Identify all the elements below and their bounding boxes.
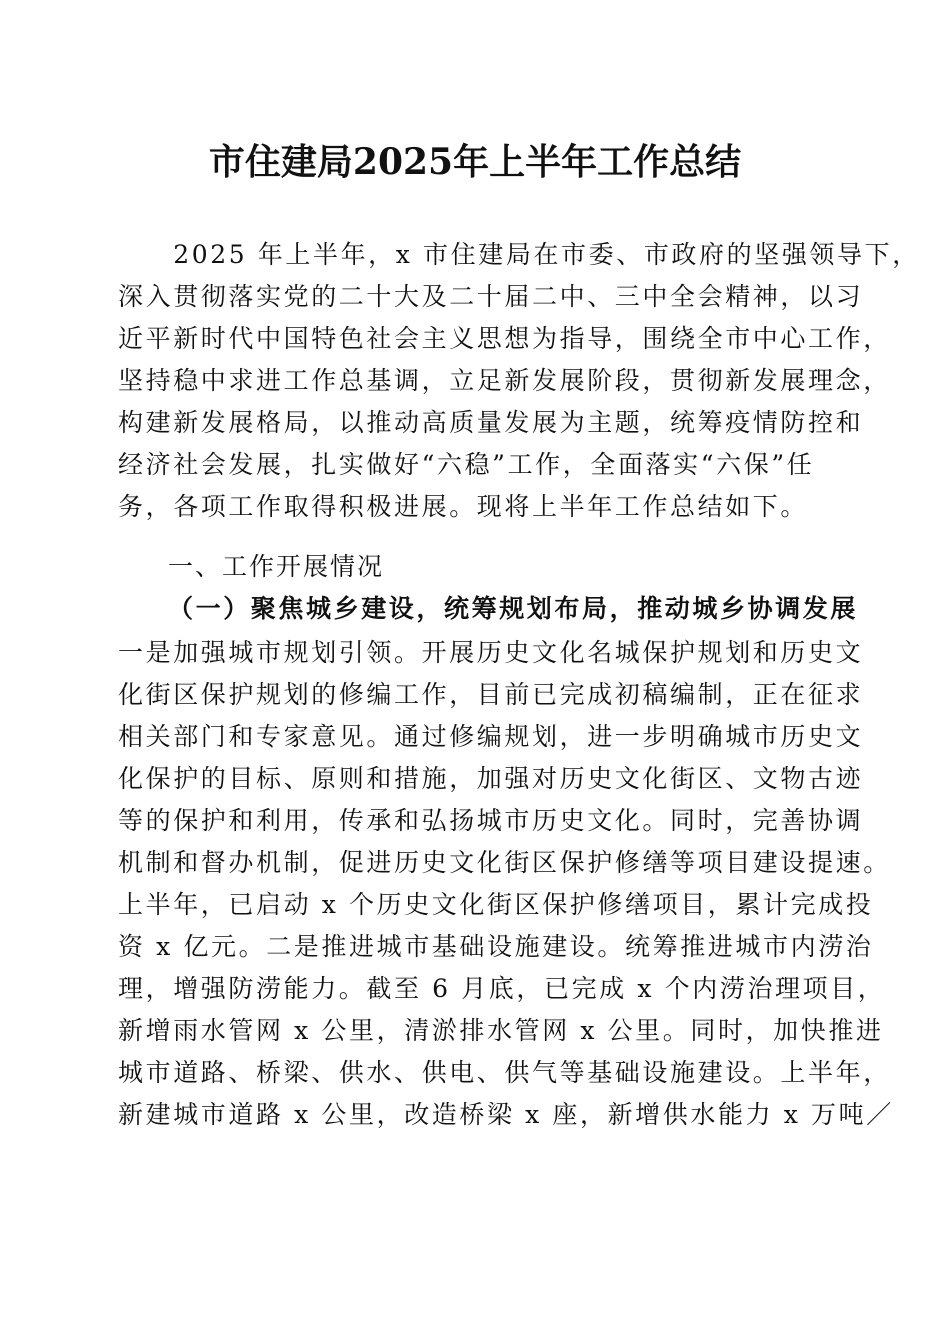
text-line: 资 x 亿元。二是推进城市基础设施建设。统筹推进城市内涝治 [118,932,874,961]
intro-paragraph [118,234,920,528]
text-line: 深入贯彻落实党的二十大及二十届二中、三中全会精神，以习 [118,282,864,311]
text-line: 务，各项工作取得积极进展。现将上半年工作总结如下。 [118,492,809,521]
text-line: 化街区保护规划的修编工作，目前已完成初稿编制，正在征求 [118,680,864,709]
body-paragraph [118,632,894,1136]
text-line: 新增雨水管网 x 公里，清淤排水管网 x 公里。同时，加快推进 [118,1016,884,1045]
text-line: 坚持稳中求进工作总基调，立足新发展阶段，贯彻新发展理念， [118,366,891,395]
text-line: 一是加强城市规划引领。开展历史文化名城保护规划和历史文 [118,638,864,667]
text-line: 相关部门和专家意见。通过修编规划，进一步明确城市历史文 [118,722,864,751]
text-line: 城市道路、桥梁、供水、供电、供气等基础设施建设。上半年， [118,1058,891,1087]
text-line: 化保护的目标、原则和措施，加强对历史文化街区、文物古迹 [118,764,864,793]
subsection-heading: （一）聚焦城乡建设，统筹规划布局，推动城乡协调发展 [168,594,859,623]
document-title: 市住建局2025年上半年工作总结 [208,141,742,183]
text-line: 经济社会发展，扎实做好“六稳”工作，全面落实“六保”任 [118,450,815,479]
text-line: 近平新时代中国特色社会主义思想为指导，围绕全市中心工作， [118,324,891,353]
section-heading: 一、工作开展情况 [168,552,385,581]
text-line: 机制和督办机制，促进历史文化街区保护修缮等项目建设提速。 [118,848,891,877]
text-line: 等的保护和利用，传承和弘扬城市历史文化。同时，完善协调 [118,806,864,835]
text-line: 2025 年上半年，x 市住建局在市委、市政府的坚强领导下， [118,240,920,269]
text-line: 构建新发展格局，以推动高质量发展为主题，统筹疫情防控和 [118,408,864,437]
text-line: 上半年，已启动 x 个历史文化街区保护修缮项目，累计完成投 [118,890,874,919]
text-line: 新建城市道路 x 公里，改造桥梁 x 座，新增供水能力 x 万吨／ [118,1100,894,1129]
text-line: 理，增强防涝能力。截至 6 月底，已完成 x 个内涝治理项目， [118,974,886,1003]
